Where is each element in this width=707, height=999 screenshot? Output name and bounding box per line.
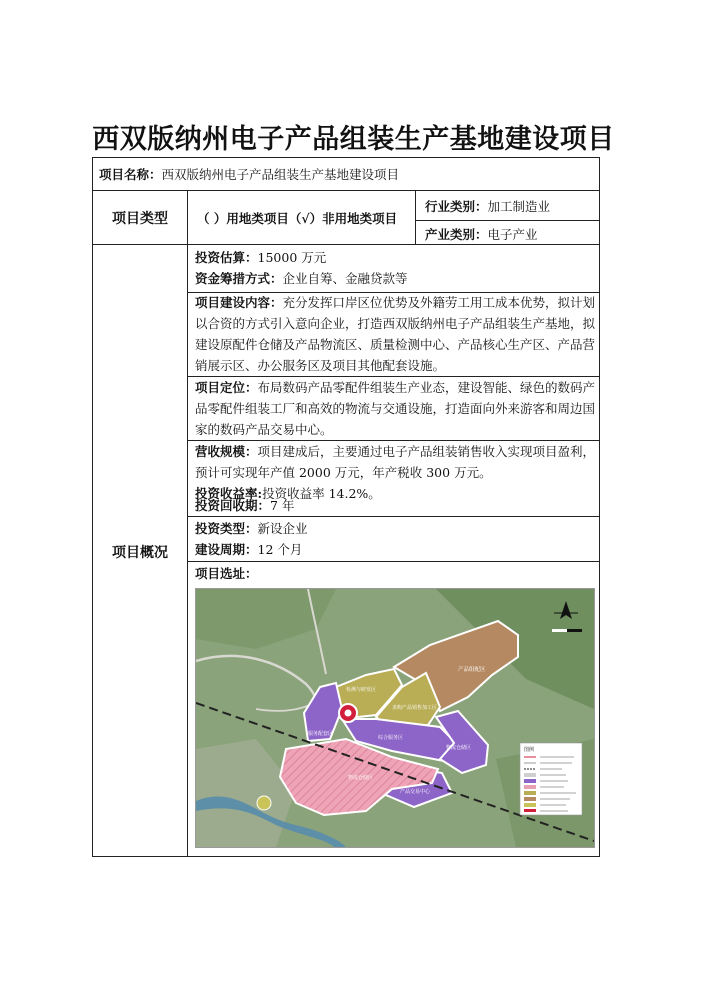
period-row <box>195 539 597 560</box>
industry-value: 加工制造业 <box>487 199 551 214</box>
zone-label: 服务配套区 <box>308 731 334 737</box>
revenue-label: 营收规模： <box>195 444 258 459</box>
map-legend <box>520 743 582 815</box>
payback-label: 投资回收期： <box>195 498 271 513</box>
content-block <box>195 292 597 376</box>
content-line: 充分发挥口岸区位优势及外籍劳工用工成本优势，拟计划 <box>282 295 596 310</box>
table-rule <box>187 190 188 856</box>
project-name-value: 西双版纳州电子产品组装生产基地建设项目 <box>161 167 400 182</box>
invest-type-row <box>195 518 597 539</box>
position-label: 项目定位： <box>195 380 258 395</box>
investment-row <box>195 247 595 268</box>
sector-value: 电子产业 <box>487 227 538 242</box>
period-value: 12 个月 <box>257 542 303 557</box>
project-type-options: （ ）用地类项目（√）非用地类项目 <box>197 211 398 226</box>
zone-label: 求购产品销售加工区 <box>392 705 438 711</box>
position-block <box>195 377 597 440</box>
table-rule <box>415 220 599 221</box>
position-line: 品零配件组装工厂和高效的物流与交通设施，打造面向外来游客和周边国 <box>195 401 596 416</box>
invest-type-label: 投资类型： <box>195 521 258 536</box>
project-info-table <box>92 157 600 857</box>
industry-label: 行业类别： <box>425 199 488 214</box>
project-name-label: 项目名称： <box>99 167 162 182</box>
location-marker-dot <box>345 710 352 717</box>
sector-label: 产业类别： <box>425 227 488 242</box>
zone-label: 检测与研发区 <box>346 687 377 693</box>
legend-title: 图例 <box>524 747 535 753</box>
investment-value: 15000 万元 <box>257 250 327 265</box>
site-marker <box>257 796 271 810</box>
position-line: 布局数码产品零配件组装生产业态，建设智能、绿色的数码产 <box>257 380 596 395</box>
zone-label: 产品交易中心 <box>400 789 431 795</box>
table-rule <box>415 190 416 244</box>
site-map <box>195 588 595 848</box>
payback-value: 7 年 <box>270 498 295 513</box>
payback-row <box>195 495 597 516</box>
invest-type-value: 新设企业 <box>257 521 308 536</box>
funding-row <box>195 268 595 289</box>
project-type-label: 项目类型 <box>112 211 168 227</box>
funding-label: 资金筹措方式： <box>195 271 283 286</box>
document-title: 西双版纳州电子产品组装生产基地建设项目 <box>92 124 615 155</box>
sector-row <box>425 224 595 245</box>
zone-label: 综合服务区 <box>378 735 404 741</box>
content-line: 销展示区、办公服务区及项目其他配套设施。 <box>195 358 446 373</box>
zone-label: 物流仓储区 <box>348 775 374 781</box>
funding-value: 企业自筹、金融贷款等 <box>282 271 408 286</box>
table-rule <box>187 516 599 517</box>
table-rule <box>187 561 599 562</box>
table-rule <box>93 190 599 191</box>
zone-label: 物流仓储区 <box>446 745 472 751</box>
content-line: 以合资的方式引入意向企业，打造西双版纳州电子产品组装生产基地，拟 <box>195 316 596 331</box>
period-label: 建设周期： <box>195 542 258 557</box>
position-line: 家的数码产品交易中心。 <box>195 422 333 437</box>
zone-label: 产品组配区 <box>458 667 486 673</box>
site-label: 项目选址： <box>195 566 258 581</box>
industry-row <box>425 196 595 217</box>
content-label: 项目建设内容： <box>195 295 283 310</box>
roi-label: 投资收益率: <box>195 486 263 501</box>
revenue-line: 项目建成后，主要通过电子产品组装销售收入实现项目盈利， <box>257 444 596 459</box>
site-map-graphic <box>196 589 594 847</box>
investment-label: 投资估算： <box>195 250 258 265</box>
project-name-row <box>99 164 595 185</box>
content-line: 建设原配件仓储及产品物流区、质量检测中心、产品核心生产区、产品营 <box>195 337 596 352</box>
revenue-line: 预计可实现年产值 2000 万元，年产税收 300 万元。 <box>195 465 492 480</box>
roi-value: 投资收益率 14.2%。 <box>262 486 381 501</box>
overview-label: 项目概况 <box>112 545 168 561</box>
